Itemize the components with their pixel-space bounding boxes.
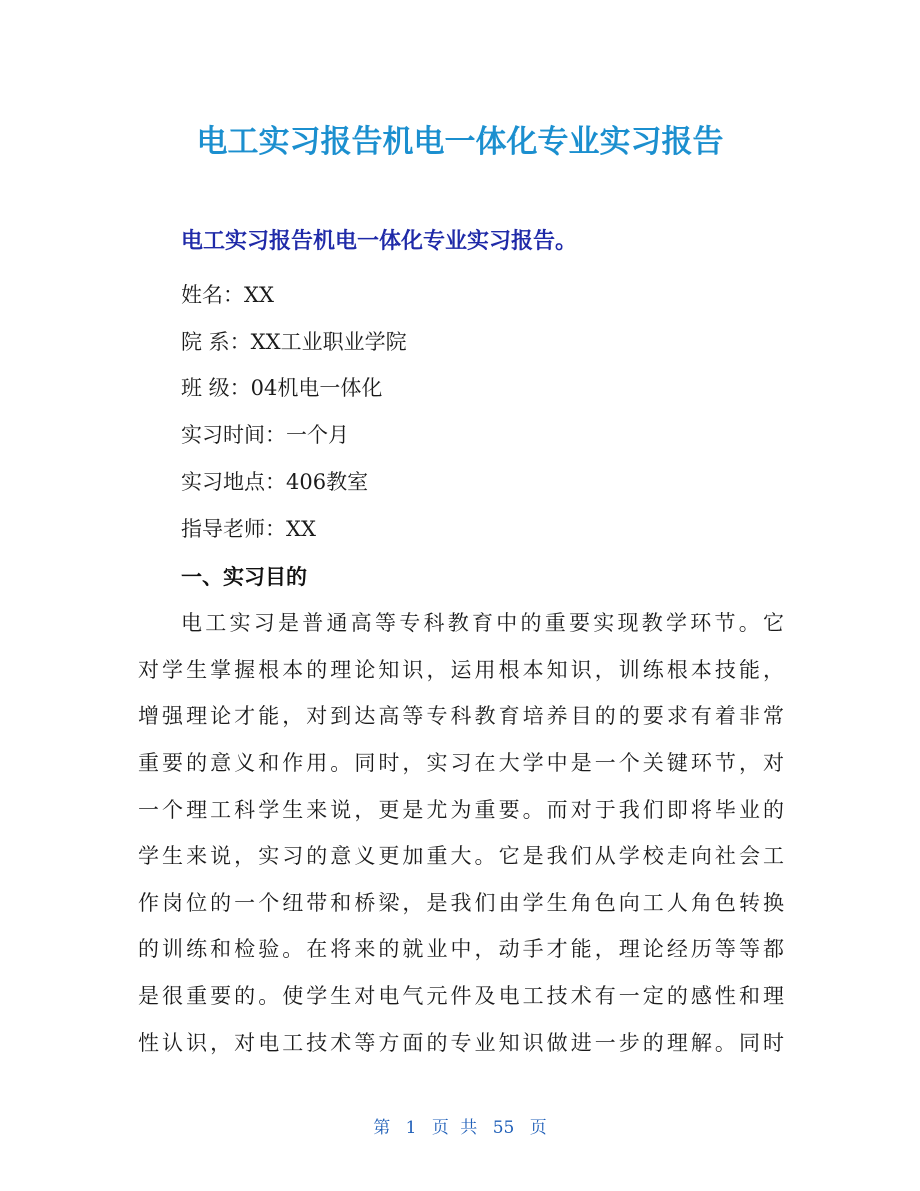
info-advisor: 指导老师：XX [181,517,316,541]
info-duration: 实习时间：一个月 [181,423,349,447]
footer-prefix: 第 [373,1118,391,1138]
paragraph-line: 重要的意义和作用。同时，实习在大学中是一个关键环节，对 [138,751,784,775]
paragraph-line: 学生来说，实习的意义更加重大。它是我们从学校走向社会工 [138,844,784,868]
info-name: 姓名：XX [181,283,274,307]
footer-mid: 页 共 [431,1118,478,1138]
current-page-number: 1 [405,1118,417,1138]
paragraph-line: 是很重要的。使学生对电气元件及电工技术有一定的感性和理 [138,984,784,1008]
info-department: 院 系：XX工业职业学院 [181,330,407,354]
paragraph-line: 一个理工科学生来说，更是尤为重要。而对于我们即将毕业的 [138,798,784,822]
paragraph-line: 作岗位的一个纽带和桥梁，是我们由学生角色向工人角色转换 [138,891,784,915]
paragraph-line: 性认识，对电工技术等方面的专业知识做进一步的理解。同时 [138,1031,784,1055]
info-location: 实习地点：406教室 [181,470,369,494]
paragraph-line: 增强理论才能，对到达高等专科教育培养目的的要求有着非常 [138,704,784,728]
paragraph-line: 的训练和检验。在将来的就业中，动手才能，理论经历等等都 [138,937,784,961]
page-number-footer [0,1113,920,1138]
document-title: 电工实习报告机电一体化专业实习报告 [196,124,724,160]
paragraph-line: 对学生掌握根本的理论知识，运用根本知识，训练根本技能， [138,658,784,682]
info-class: 班 级：04机电一体化 [181,376,383,400]
footer-suffix: 页 [529,1118,547,1138]
paragraph-line: 电工实习是普通高等专科教育中的重要实现教学环节。它 [181,611,784,635]
document-subtitle: 电工实习报告机电一体化专业实习报告。 [181,229,578,254]
section-heading: 一、实习目的 [181,565,307,589]
total-pages-number: 55 [492,1118,515,1138]
